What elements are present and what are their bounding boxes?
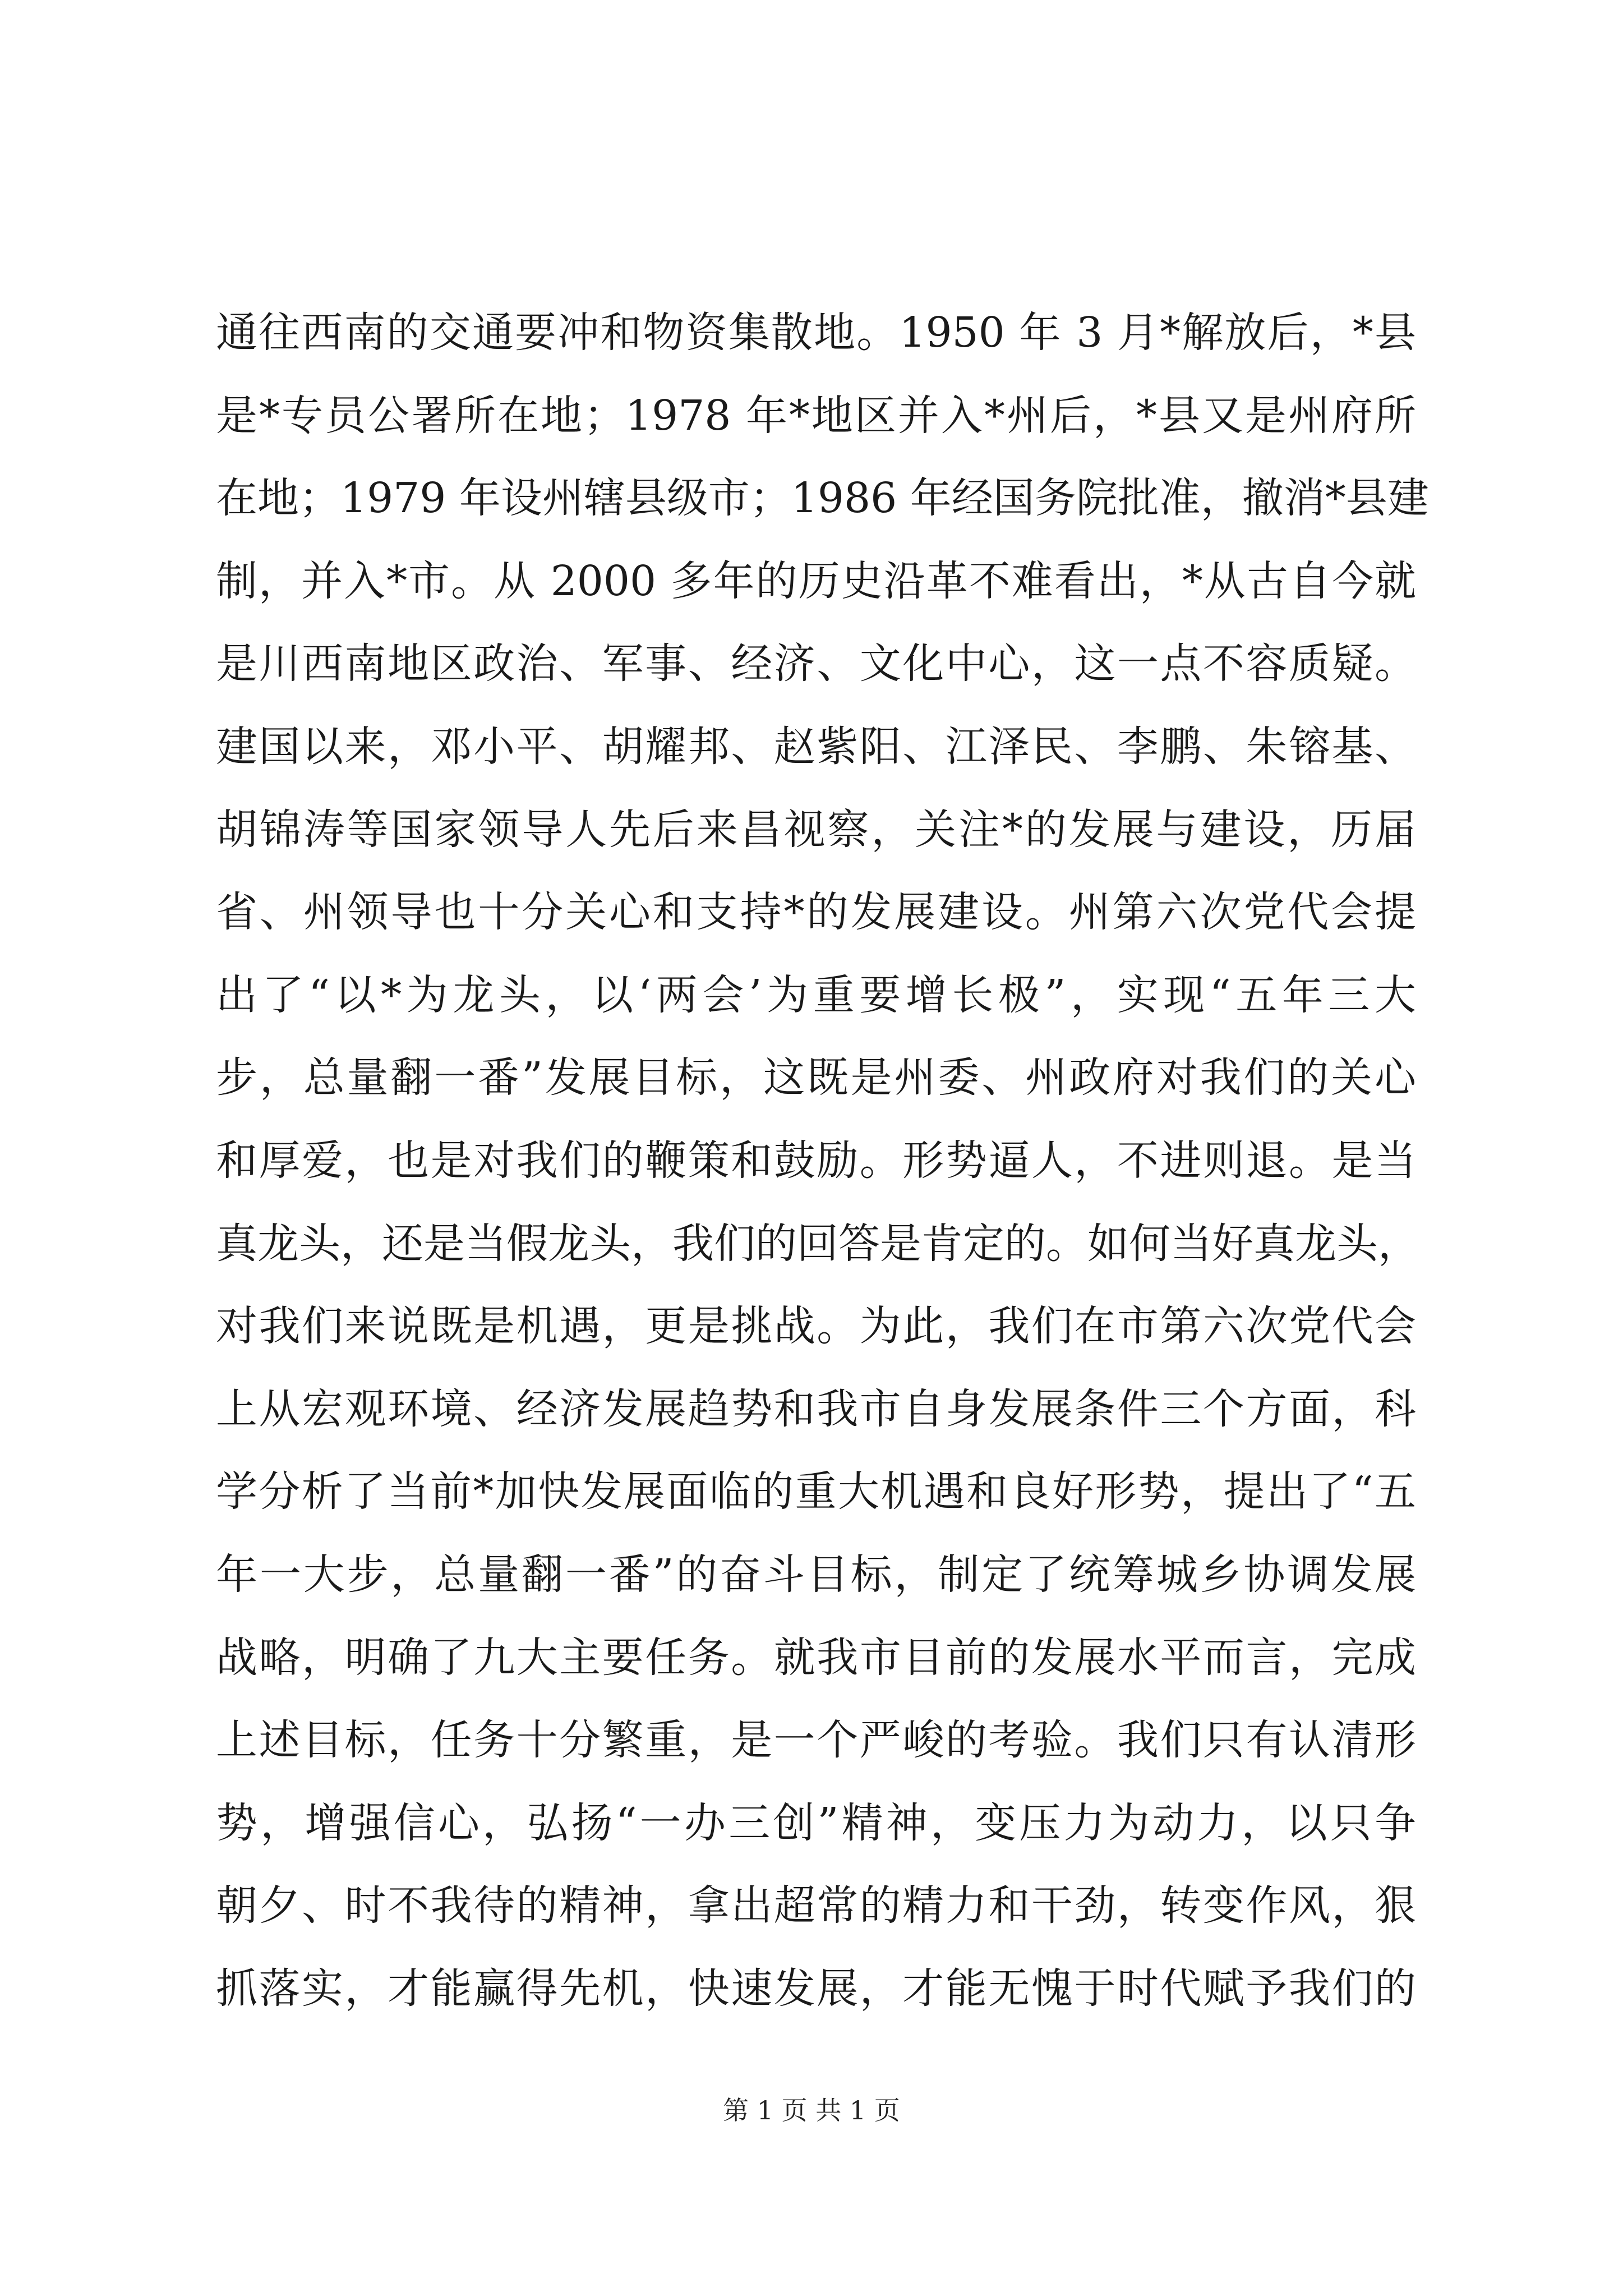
text-line: 是川西南地区政治、军事、经济、文化中心，这一点不容质疑。 bbox=[216, 639, 1416, 688]
text-line: 胡锦涛等国家领导人先后来昌视察，关注*的发展与建设，历届 bbox=[216, 805, 1416, 854]
text-line: 出了“以*为龙头，以‘两会’为重要增长极”，实现“五年三大 bbox=[216, 970, 1416, 1019]
text-line: 朝夕、时不我待的精神，拿出超常的精力和干劲，转变作风，狠 bbox=[216, 1881, 1416, 1930]
text-line: 抓落实，才能赢得先机，快速发展，才能无愧于时代赋予我们的 bbox=[216, 1964, 1416, 2013]
text-line: 学分析了当前*加快发展面临的重大机遇和良好形势，提出了“五 bbox=[216, 1467, 1416, 1516]
text-line: 上从宏观环境、经济发展趋势和我市自身发展条件三个方面，科 bbox=[216, 1384, 1416, 1433]
text-line: 省、州领导也十分关心和支持*的发展建设。州第六次党代会提 bbox=[216, 888, 1416, 937]
text-line: 对我们来说既是机遇，更是挑战。为此，我们在市第六次党代会 bbox=[216, 1302, 1416, 1351]
text-line: 真龙头，还是当假龙头，我们的回答是肯定的。如何当好真龙头， bbox=[216, 1219, 1419, 1268]
text-line: 势，增强信心，弘扬“一办三创”精神，变压力为动力，以只争 bbox=[216, 1798, 1416, 1847]
page-footer bbox=[0, 2093, 1623, 2127]
text-line: 年一大步，总量翻一番”的奋斗目标，制定了统筹城乡协调发展 bbox=[216, 1550, 1416, 1599]
text-line: 步，总量翻一番”发展目标，这既是州委、州政府对我们的关心 bbox=[216, 1053, 1416, 1102]
text-line: 建国以来，邓小平、胡耀邦、赵紫阳、江泽民、李鹏、朱镕基、 bbox=[216, 722, 1416, 771]
page-number-label: 第 1 页 共 1 页 bbox=[723, 2095, 900, 2125]
text-line: 在地；1979 年设州辖县级市；1986 年经国务院批准，撤消*县建 bbox=[216, 474, 1429, 523]
text-line: 是*专员公署所在地；1978 年*地区并入*州后，*县又是州府所 bbox=[216, 391, 1417, 440]
text-line: 战略，明确了九大主要任务。就我市目前的发展水平而言，完成 bbox=[216, 1633, 1416, 1682]
text-line: 制，并入*市。从 2000 多年的历史沿革不难看出，*从古自今就 bbox=[216, 556, 1416, 605]
body-paragraph bbox=[216, 292, 1429, 2030]
text-line: 和厚爱，也是对我们的鞭策和鼓励。形势逼人，不进则退。是当 bbox=[216, 1136, 1416, 1185]
text-line: 上述目标，任务十分繁重，是一个严峻的考验。我们只有认清形 bbox=[216, 1716, 1416, 1765]
text-line: 通往西南的交通要冲和物资集散地。1950 年 3 月*解放后，*县 bbox=[216, 309, 1416, 357]
